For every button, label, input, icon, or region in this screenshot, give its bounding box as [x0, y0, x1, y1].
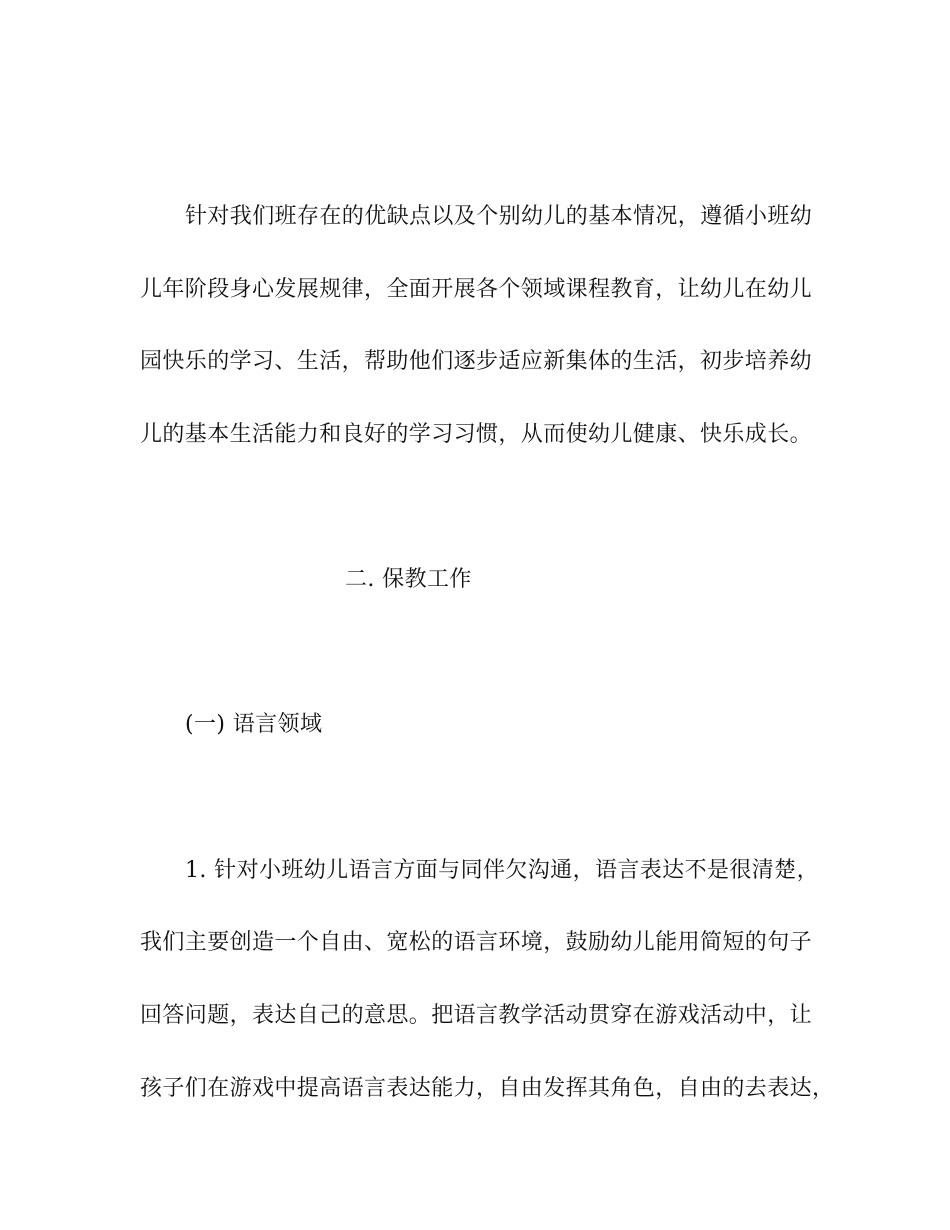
- paragraph-line: 孩子们在游戏中提高语言表达能力，自由发挥其角色，自由的去表达，: [140, 1076, 835, 1101]
- paragraph-line: 儿的基本生活能力和良好的学习习惯，从而使幼儿健康、快乐成长。: [140, 422, 813, 447]
- section-heading: 二. 保教工作: [345, 567, 472, 592]
- subsection-heading: (一) 语言领域: [185, 712, 323, 737]
- paragraph-line: 1. 针对小班幼儿语言方面与同伴欠沟通，语言表达不是很清楚，: [185, 858, 819, 883]
- paragraph-line: 我们主要创造一个自由、宽松的语言环境，鼓励幼儿能用简短的句子: [140, 930, 813, 955]
- paragraph-line: 针对我们班存在的优缺点以及个别幼儿的基本情况，遵循小班幼: [185, 204, 813, 229]
- paragraph-line: 回答问题，表达自己的意思。把语言教学活动贯穿在游戏活动中，让: [140, 1003, 813, 1028]
- paragraph-line: 儿年阶段身心发展规律，全面开展各个领域课程教育，让幼儿在幼儿: [140, 277, 813, 302]
- paragraph-line: 园快乐的学习、生活，帮助他们逐步适应新集体的生活，初步培养幼: [140, 349, 813, 374]
